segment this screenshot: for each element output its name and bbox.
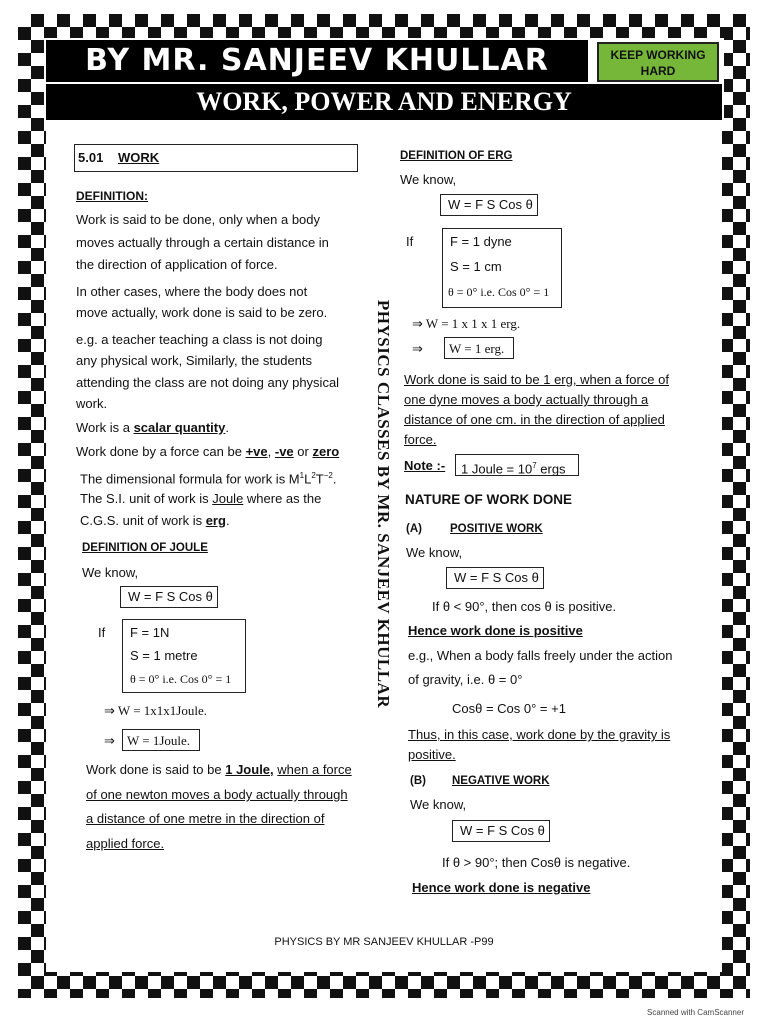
erg-cond-theta: θ = 0° i.e. Cos 0° = 1: [448, 285, 550, 299]
joule-def-line-4: applied force.: [86, 836, 165, 851]
author-banner: BY MR. SANJEEV KHULLAR: [46, 40, 588, 82]
positive-condition: If θ < 90°, then cos θ is positive.: [432, 599, 617, 614]
positive-eg-1: e.g., When a body falls freely under the action: [408, 648, 673, 663]
sign-pre: Work done by a force can be: [76, 444, 246, 459]
section-heading-box: [74, 144, 358, 172]
section-number: 5.01: [78, 150, 104, 165]
motto-line-2: HARD: [640, 64, 676, 78]
note-main: 1 Joule = 10: [461, 461, 533, 477]
vertical-text: PHYSICS CLASSES BY MR. SANJEEV KHULLAR: [374, 299, 393, 709]
erg-result: W = 1 erg.: [449, 341, 505, 356]
cgs-erg: erg: [205, 513, 226, 528]
negative-formula: W = F S Cos θ: [460, 823, 545, 838]
erg-def-line-2: one dyne moves a body actually through a: [404, 392, 649, 407]
positive-formula: W = F S Cos θ: [454, 570, 539, 585]
joule-cond-s: S = 1 metre: [130, 648, 198, 663]
erg-if: If: [406, 234, 414, 249]
dimension-line: The dimensional formula for work is $M^1L^2T^{-2}$.: [80, 471, 337, 487]
vertical-banner: [368, 284, 398, 724]
eg-line-2: any physical work, Similarly, the students: [76, 353, 313, 368]
positive-label: (A): [406, 523, 422, 535]
sign-positive: +ve: [245, 444, 268, 459]
joule-result: W = 1Joule.: [127, 733, 191, 748]
note-exponent: 7: [532, 461, 537, 470]
joule-cond-f: F = 1N: [130, 625, 170, 640]
erg-def-line-1: Work done is said to be 1 erg, when a force of: [404, 372, 669, 387]
joule-def-tail: when a force: [277, 762, 352, 777]
joule-def-word: 1 Joule,: [225, 762, 274, 777]
nature-heading: NATURE OF WORK DONE: [405, 492, 572, 507]
negative-we-know: We know,: [410, 797, 467, 812]
positive-thus-2: positive.: [408, 747, 456, 762]
section-title: WORK: [118, 150, 160, 165]
joule-def-line-1: [86, 762, 352, 778]
si-post: where as the: [243, 491, 322, 506]
positive-title: POSITIVE WORK: [450, 523, 543, 535]
erg-step-arrow: ⇒: [412, 341, 423, 356]
scanner-watermark: Scanned with CamScanner: [647, 1008, 744, 1017]
erg-heading: DEFINITION OF ERG: [400, 150, 513, 162]
sign-negative: -ve: [274, 444, 294, 459]
si-joule: Joule: [212, 491, 244, 506]
erg-cond-s: S = 1 cm: [450, 259, 502, 274]
sign-or: or: [293, 444, 313, 459]
other-line-2: move actually, work done is said to be zero.: [76, 305, 328, 320]
joule-def-line-2: of one newton moves a body actually through: [86, 787, 348, 802]
erg-def-line-4: force.: [404, 432, 437, 447]
negative-hence: Hence work done is negative: [412, 880, 591, 895]
negative-title: NEGATIVE WORK: [452, 775, 550, 787]
negative-condition: If θ > 90°; then Cosθ is negative.: [442, 855, 631, 870]
definition-heading: DEFINITION:: [76, 189, 148, 203]
joule-def-line-3: a distance of one metre in the direction of: [86, 811, 325, 826]
page-title: WORK, POWER AND ENERGY: [46, 84, 722, 120]
positive-thus-1: Thus, in this case, work done by the gravity is: [408, 727, 671, 742]
eg-line-4: work.: [76, 396, 108, 411]
scalar-post: .: [225, 420, 229, 435]
def-line-2: moves actually through a certain distance in: [76, 235, 329, 250]
cgs-pre: C.G.S. unit of work is: [80, 513, 206, 528]
joule-step-arrow: ⇒: [104, 733, 115, 748]
negative-label: (B): [410, 775, 426, 787]
joule-we-know: We know,: [82, 565, 139, 580]
note-label: Note :-: [404, 458, 446, 473]
other-line-1: In other cases, where the body does not: [76, 284, 308, 299]
joule-def-pre: Work done is said to be: [86, 762, 226, 777]
motto-badge: [597, 42, 719, 82]
note-unit: ergs: [536, 461, 566, 477]
joule-if: If: [98, 625, 106, 640]
dimension-text: The dimensional formula for work is M: [80, 471, 300, 487]
erg-cond-f: F = 1 dyne: [450, 234, 512, 249]
positive-eg-2: of gravity, i.e. θ = 0°: [408, 672, 523, 687]
si-line-2: C.G.S. unit of work is erg.: [80, 513, 230, 528]
motto-line-1: KEEP WORKING: [610, 48, 706, 62]
scalar-line: [76, 420, 229, 436]
erg-we-know: We know,: [400, 172, 457, 187]
joule-step-1: ⇒ W = 1x1x1Joule.: [104, 703, 207, 718]
def-line-3: the direction of application of force.: [76, 257, 278, 272]
positive-hence: Hence work done is positive: [408, 623, 583, 638]
def-line-1: Work is said to be done, only when a body: [76, 212, 321, 227]
positive-we-know: We know,: [406, 545, 463, 560]
scalar-pre: Work is a: [76, 420, 134, 435]
si-line-1: [80, 491, 321, 507]
positive-cos: Cosθ = Cos 0° = +1: [452, 701, 566, 716]
note-text: [461, 458, 566, 477]
joule-heading: DEFINITION OF JOULE: [82, 542, 208, 554]
erg-formula: W = F S Cos θ: [448, 197, 533, 212]
page-footer: PHYSICS BY MR SANJEEV KHULLAR -P99: [274, 936, 494, 948]
sign-zero: zero: [312, 444, 340, 459]
eg-line-1: e.g. a teacher teaching a class is not doing: [76, 332, 323, 347]
erg-def-line-3: distance of one cm. in the direction of applied: [404, 412, 665, 427]
erg-step-1: ⇒ W = 1 x 1 x 1 erg.: [412, 316, 521, 331]
eg-line-3: attending the class are not doing any physical: [76, 375, 340, 390]
scalar-word: scalar quantity: [133, 420, 226, 435]
si-pre: The S.I. unit of work is: [80, 491, 213, 506]
sign-line: Work done by a force can be +ve, -ve or zero: [76, 444, 340, 459]
joule-formula: W = F S Cos θ: [128, 589, 213, 604]
joule-cond-theta: θ = 0° i.e. Cos 0° = 1: [130, 672, 232, 686]
